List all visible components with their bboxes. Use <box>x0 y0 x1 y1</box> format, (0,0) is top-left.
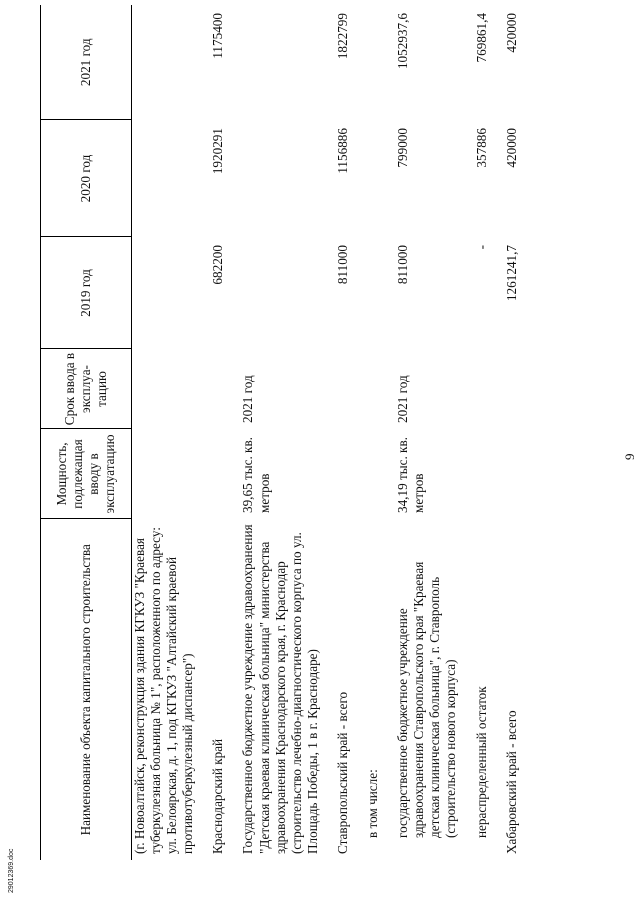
value-2020: 799000 <box>395 128 411 168</box>
value-2020: 1920291 <box>210 128 226 175</box>
value-2020: 1156886 <box>334 128 350 174</box>
construction-table <box>40 5 520 860</box>
row-name: Краснодарский край <box>210 738 226 854</box>
table-row <box>335 5 351 860</box>
row-name: в том числе: <box>365 769 381 838</box>
table-row <box>365 5 381 860</box>
row-name: Государственное бюджетное учреждение здравоохранения "Детская краевая клиническая больница" министерства здравоохранения Краснодарского края, г. Краснодар (строительство лечебно-диагностического корпуса по ул. Площадь Победы, 1 в г. Краснодаре) <box>240 524 320 854</box>
table-header-row <box>41 5 132 860</box>
value-2021: 1175400 <box>210 13 226 59</box>
page-number: 9 <box>622 453 637 460</box>
value-2019: 682200 <box>210 245 226 285</box>
table-row <box>240 5 320 860</box>
header-2021: 2021 год <box>41 5 132 120</box>
capacity-value: 34,19 тыс. кв. метров <box>395 437 427 513</box>
footer-filename: 29012369.doc <box>8 848 15 893</box>
table-row <box>132 5 197 860</box>
row-name: нераспределенный остаток <box>473 686 489 838</box>
value-2021: 420000 <box>503 13 519 53</box>
value-2019: 811000 <box>395 245 411 285</box>
value-2021: 1052937,6 <box>395 13 411 70</box>
row-name: государственное бюджетное учреждение здравоохранения Ставропольского края "Краевая детская клиническая больница", г. Ставрополь (строительство нового корпуса) <box>395 561 459 838</box>
header-capacity: Мощность, подлежащая вводу в эксплуатацию <box>41 429 132 519</box>
table-row <box>504 5 520 860</box>
header-2020: 2020 год <box>41 120 132 237</box>
header-commissioning-term: Срок ввода в эксплуа- тацию <box>41 349 132 429</box>
term-value: 2021 год <box>395 375 411 423</box>
capacity-value: 39,65 тыс. кв. метров <box>240 437 272 513</box>
term-value: 2021 год <box>240 375 256 423</box>
table-row <box>210 5 226 860</box>
row-name: Хабаровский край - всего <box>503 710 519 854</box>
value-2021: 1822799 <box>334 13 350 60</box>
row-name: (г. Новоалтайск, реконструкция здания КГКУЗ "Краевая туберкулезная больница № 1", расположенного по адресу: ул. Белоярская, д. 1, под КГКУЗ "Алтайский краевой противотуберкулезный диспансер") <box>132 527 196 854</box>
value-2021: 769861,4 <box>473 13 489 63</box>
value-2019: 1261241,7 <box>503 245 519 302</box>
value-2019: - <box>473 245 489 250</box>
value-2020: 420000 <box>503 128 519 168</box>
header-object-name: Наименование объекта капитального строительства <box>41 519 132 860</box>
value-2020: 357886 <box>473 128 489 168</box>
row-name: Ставропольский край - всего <box>334 691 350 854</box>
value-2019: 811000 <box>334 245 350 285</box>
header-2019: 2019 год <box>41 237 132 349</box>
table-row <box>474 5 490 860</box>
table-row <box>395 5 459 860</box>
